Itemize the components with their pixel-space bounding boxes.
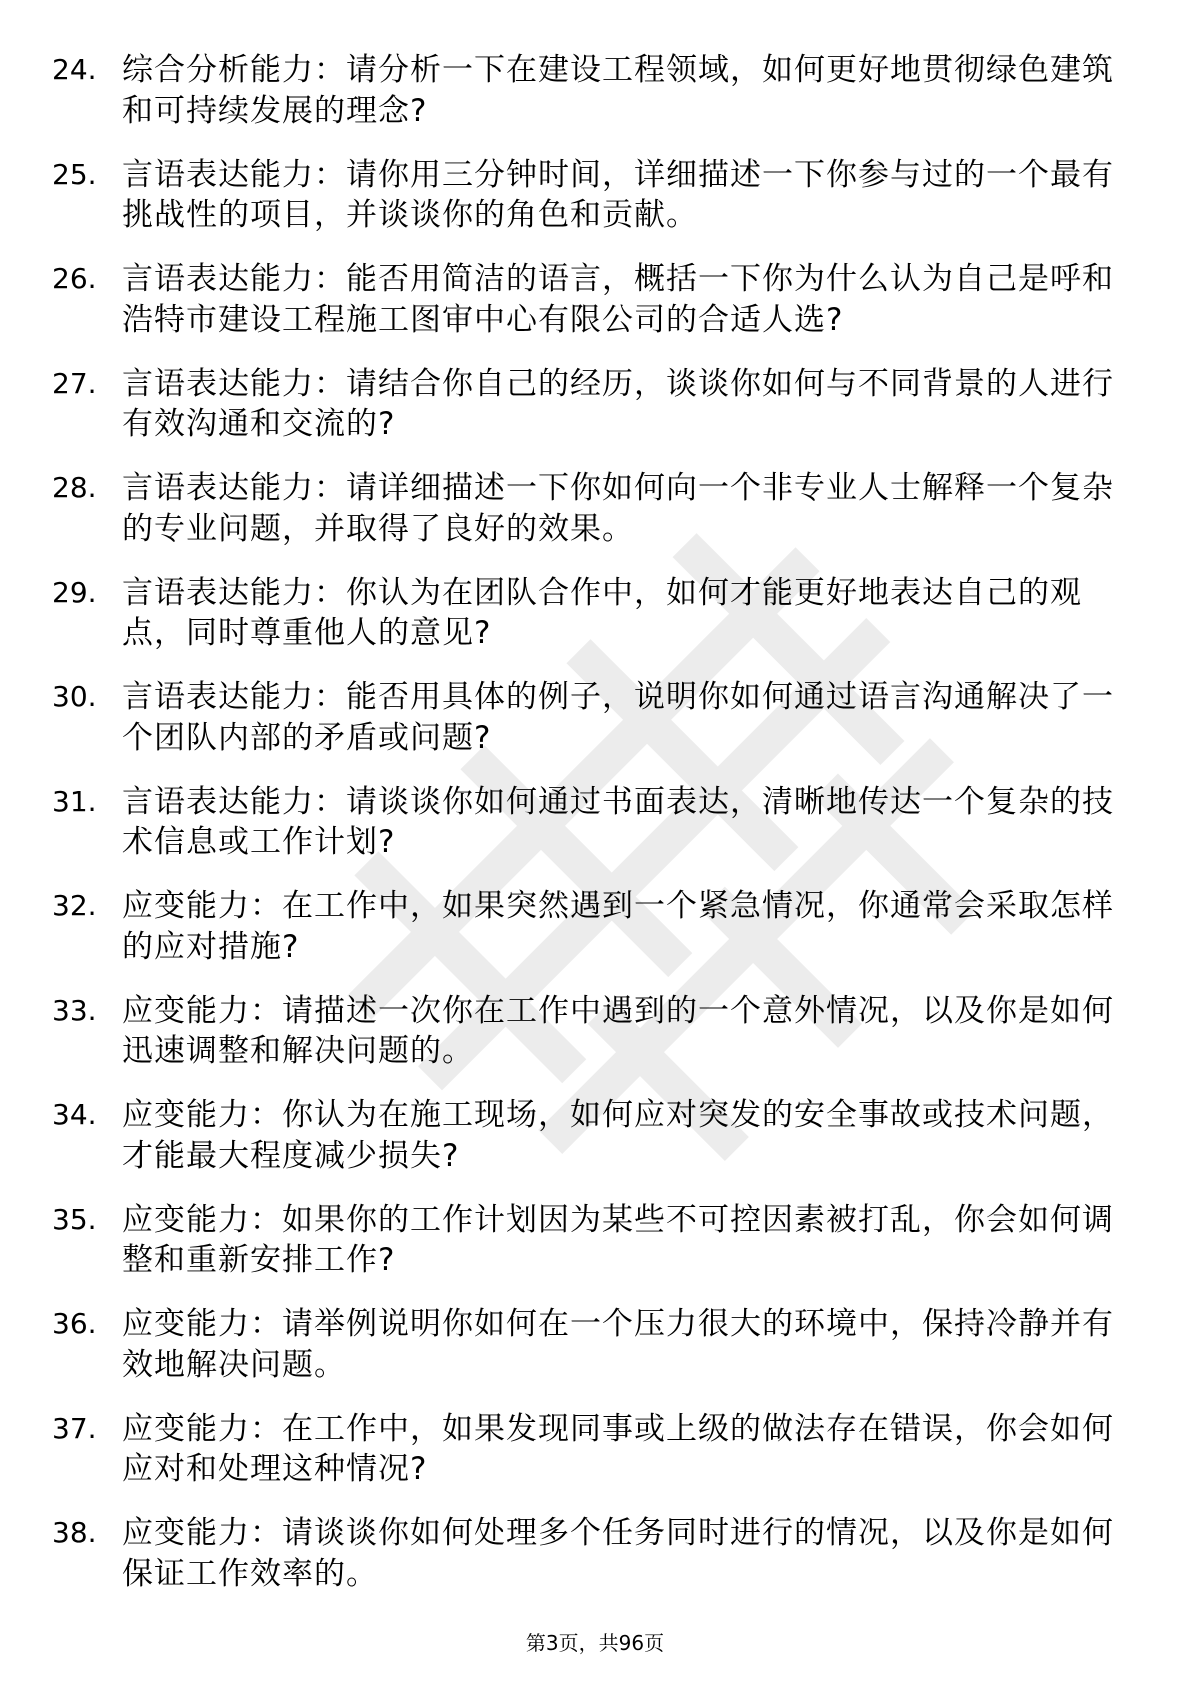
question-text: 应变能力：请举例说明你如何在一个压力很大的环境中，保持冷静并有效地解决问题。	[122, 1306, 1114, 1383]
question-text: 应变能力：在工作中，如果突然遇到一个紧急情况，你通常会采取怎样的应对措施?	[122, 888, 1114, 965]
question-item	[52, 782, 1142, 863]
question-number: 28.	[52, 471, 97, 504]
question-item	[52, 1409, 1142, 1490]
question-number: 33.	[52, 993, 97, 1027]
question-item	[52, 364, 1142, 445]
question-number: 37.	[52, 1411, 97, 1445]
question-item	[52, 1095, 1142, 1176]
question-text: 言语表达能力：能否用简洁的语言，概括一下你为什么认为自己是呼和浩特市建设工程施工图审中心有限公司的合适人选?	[122, 261, 1114, 338]
question-number: 29.	[52, 575, 97, 609]
question-text: 言语表达能力：能否用具体的例子，说明你如何通过语言沟通解决了一个团队内部的矛盾或问题?	[122, 679, 1114, 756]
question-number: 25.	[52, 157, 97, 191]
question-text: 言语表达能力：请谈谈你如何通过书面表达，清晰地传达一个复杂的技术信息或工作计划?	[122, 783, 1114, 860]
question-item	[52, 991, 1142, 1072]
page-footer: 第3页，共96页	[525, 1631, 665, 1655]
question-text: 言语表达能力：请详细描述一下你如何向一个非专业人士解释一个复杂的专业问题，并取得了良好的效果。	[122, 470, 1114, 547]
question-text: 应变能力：请谈谈你如何处理多个任务同时进行的情况，以及你是如何保证工作效率的。	[122, 1515, 1114, 1592]
question-item	[52, 1513, 1142, 1594]
question-text: 应变能力：请描述一次你在工作中遇到的一个意外情况，以及你是如何迅速调整和解决问题的。	[122, 992, 1114, 1069]
question-list	[52, 50, 1142, 1618]
question-text: 应变能力：在工作中，如果发现同事或上级的做法存在错误，你会如何应对和处理这种情况?	[122, 1410, 1114, 1487]
question-number: 36.	[52, 1307, 97, 1340]
question-text: 言语表达能力：请你用三分钟时间，详细描述一下你参与过的一个最有挑战性的项目，并谈谈你的角色和贡献。	[122, 156, 1114, 233]
question-item	[52, 155, 1142, 236]
question-item	[52, 1200, 1142, 1281]
question-text: 言语表达能力：你认为在团队合作中，如何才能更好地表达自己的观点，同时尊重他人的意见?	[122, 574, 1082, 651]
question-item	[52, 677, 1142, 758]
question-text: 综合分析能力：请分析一下在建设工程领域，如何更好地贯彻绿色建筑和可持续发展的理念?	[122, 52, 1114, 129]
question-item	[52, 468, 1142, 549]
question-number: 32.	[52, 889, 97, 922]
question-number: 26.	[52, 262, 97, 295]
question-text: 应变能力：你认为在施工现场，如何应对突发的安全事故或技术问题，才能最大程度减少损失?	[122, 1097, 1114, 1174]
question-item	[52, 886, 1142, 967]
question-number: 24.	[52, 53, 97, 86]
question-number: 31.	[52, 784, 97, 818]
question-item	[52, 1304, 1142, 1385]
question-text: 言语表达能力：请结合你自己的经历，谈谈你如何与不同背景的人进行有效沟通和交流的?	[122, 365, 1114, 442]
question-number: 35.	[52, 1202, 97, 1236]
question-number: 38.	[52, 1516, 97, 1549]
question-item	[52, 50, 1142, 131]
question-number: 34.	[52, 1098, 97, 1131]
question-item	[52, 259, 1142, 340]
question-item	[52, 573, 1142, 654]
question-text: 应变能力：如果你的工作计划因为某些不可控因素被打乱，你会如何调整和重新安排工作?	[122, 1201, 1114, 1278]
question-number: 30.	[52, 680, 97, 713]
question-number: 27.	[52, 366, 97, 400]
